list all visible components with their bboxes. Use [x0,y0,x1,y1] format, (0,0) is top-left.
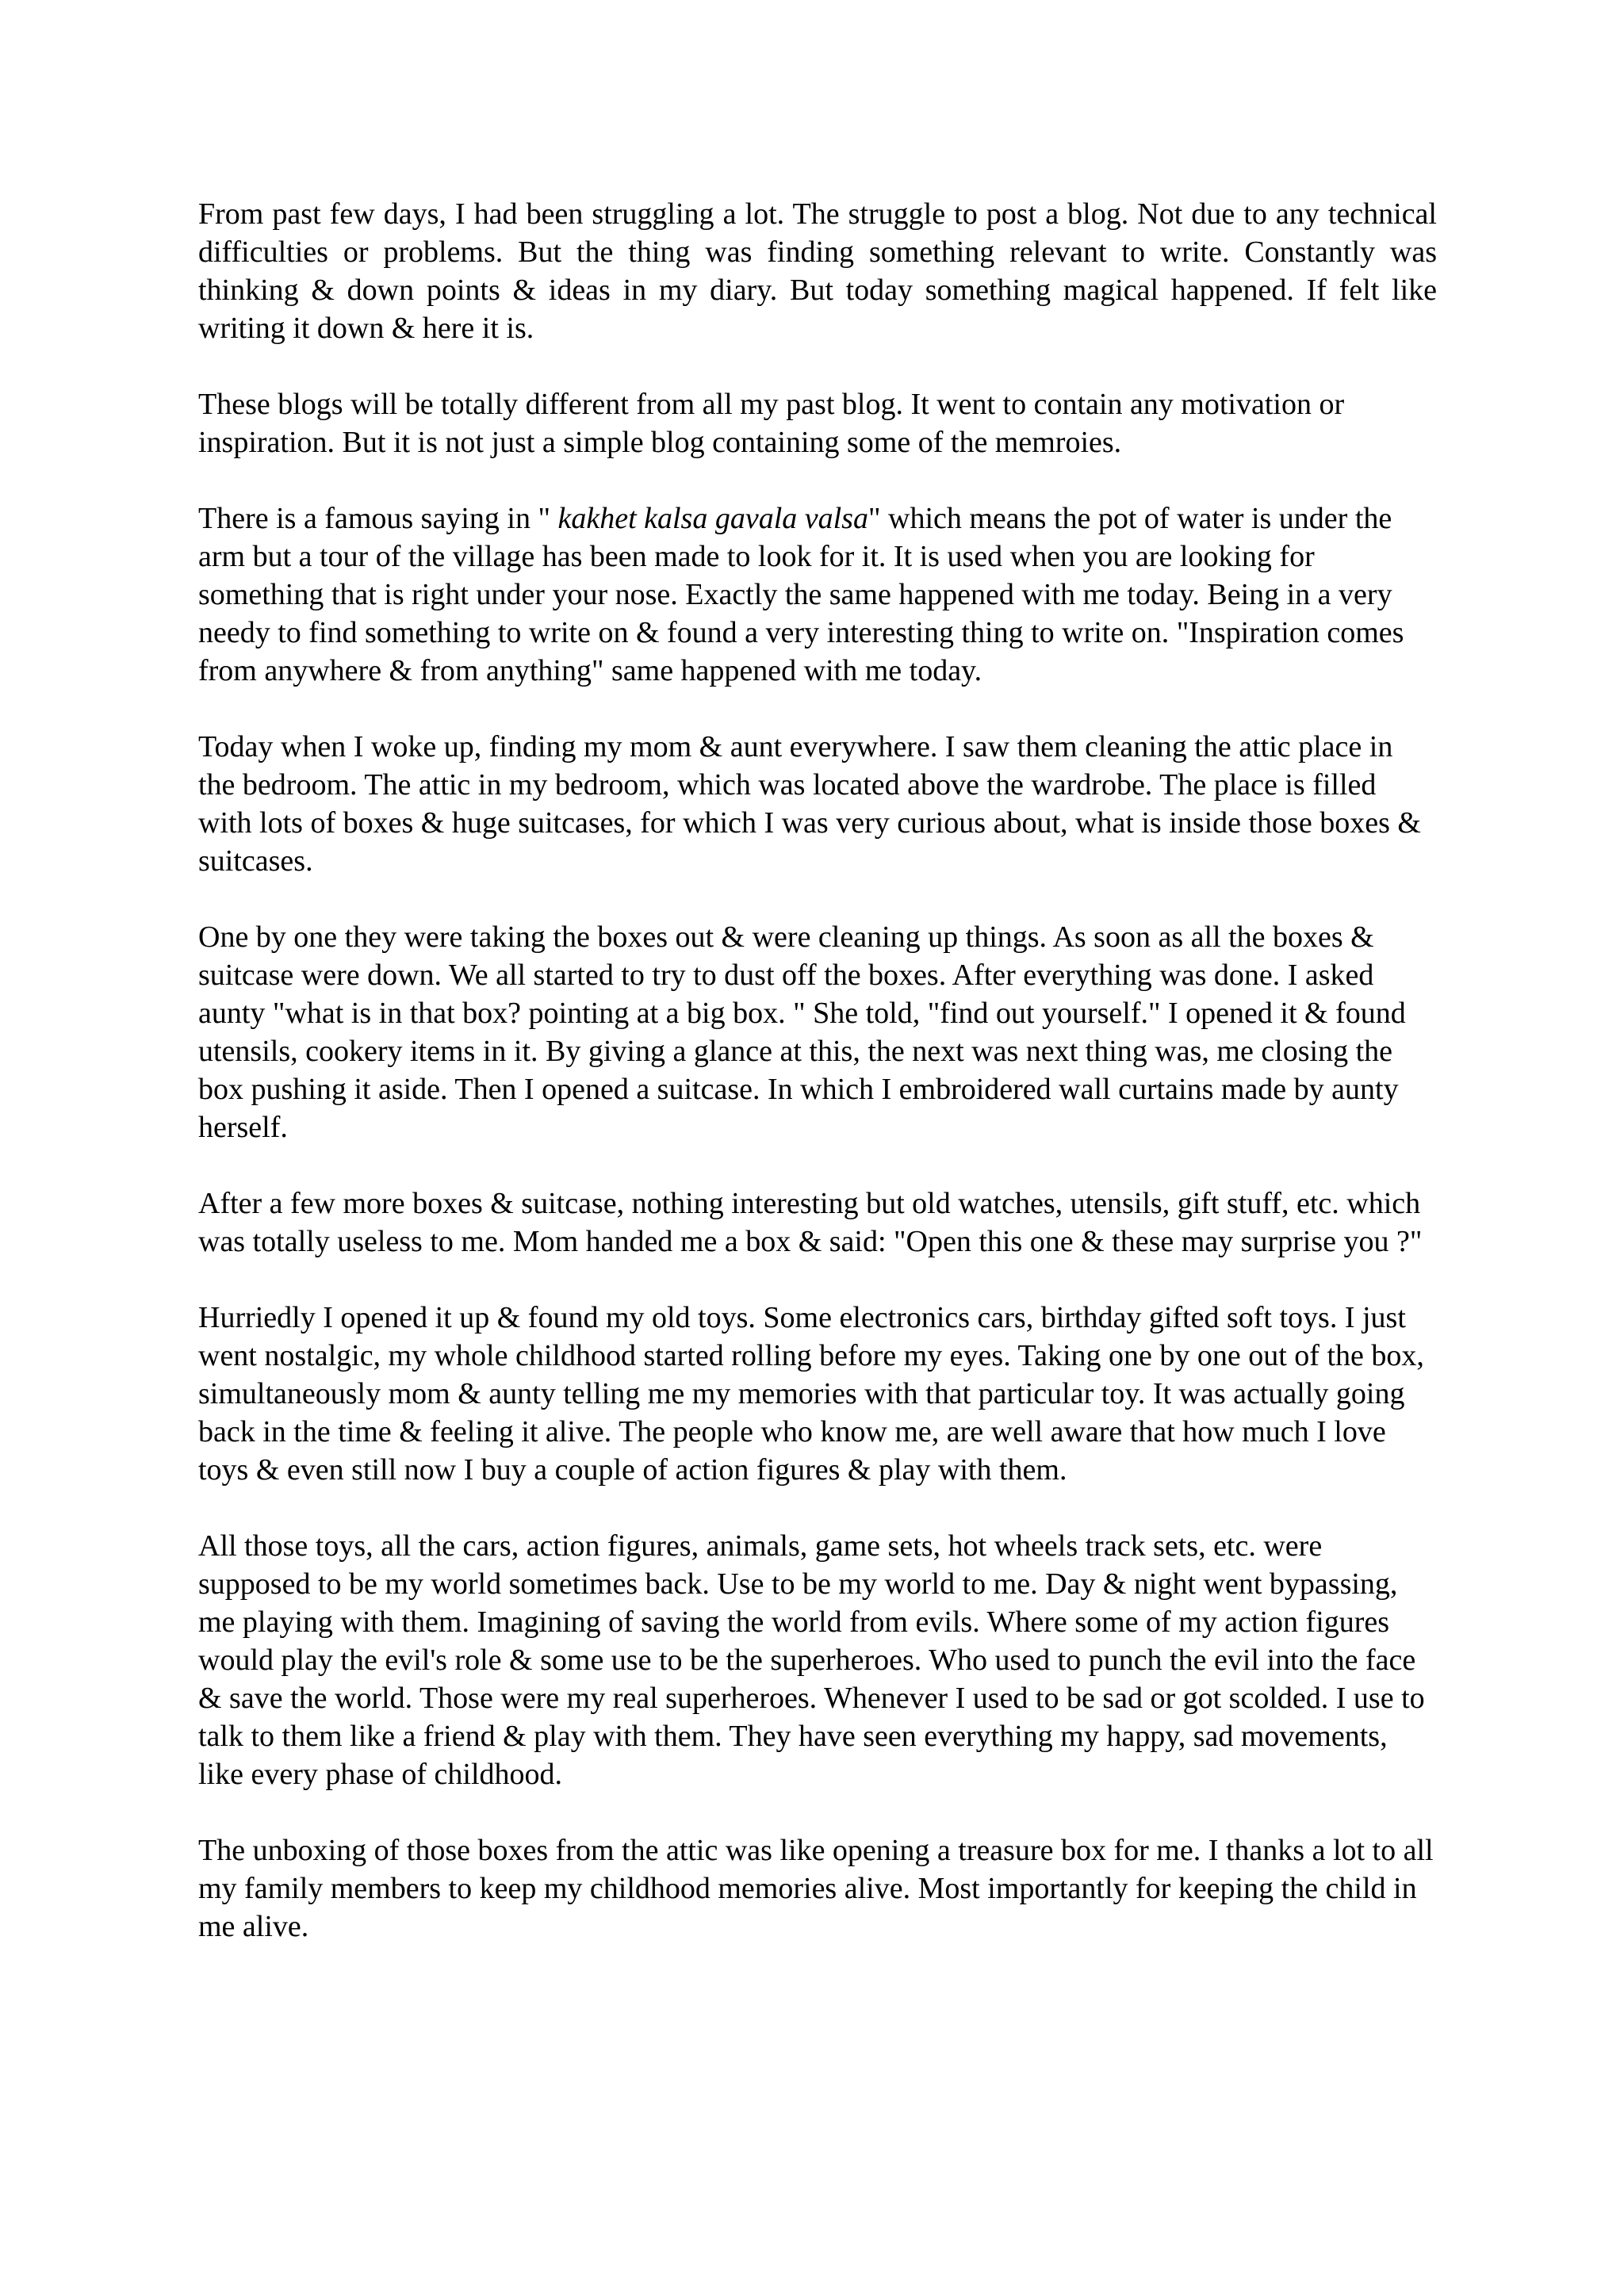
paragraph-old-toys: Hurriedly I opened it up & found my old toys. Some electronics cars, birthday gifted soft toys. I just went nostalgic, my whole childhood started rolling before my eyes. Taking one by one out of the box, simultaneously mom & aunty telling me my memories with that particular toy. It was actually going back in the time & feeling it alive. The people who know me, are well aware that how much I love toys & even still now I buy a couple of action figures & play with them. [198,1301,1424,1487]
paragraph-opening-boxes: One by one they were taking the boxes out & were cleaning up things. As soon as all the boxes & suitcase were down. We all started to try to dust off the boxes. After everything was done. I asked aunty "what is in that box? pointing at a big box. " She told, "find out yourself." I opened it & found utensils, cookery items in it. By giving a glance at this, the next was next thing was, me closing the box pushing it aside. Then I opened a suitcase. In which I embroidered wall curtains made by aunty herself. [198,920,1406,1144]
paragraph-mom-box: After a few more boxes & suitcase, nothing interesting but old watches, utensils, gift stuff, etc. which was totally useless to me. Mom handed me a box & said: "Open this one & these may surprise you ?" [198,1187,1423,1258]
paragraph-struggle-to-post: From past few days, I had been struggling a lot. The struggle to post a blog. Not due to any technical difficulties or problems. But the thing was finding something relevant to write. Constantly was thinking & down points & ideas in my diary. But today something magical happened. If felt like writing it down & here it is. [198,197,1437,345]
saying-explanation-text: " which means the pot of water is under the arm but a tour of the village has been made to look for it. It is used when you are looking for something that is right under your nose. Exactly the same happened with me today. Being in a very needy to find something to write on & found a very interesting thing to write on. "Inspiration comes from anywhere & from anything" same happened with me today. [198,502,1404,687]
paragraph-different-blog: These blogs will be totally different from all my past blog. It went to contain any motivation or inspiration. But it is not just a simple blog containing some of the memroies. [198,388,1345,459]
saying-phrase: kakhet kalsa gavala valsa [557,502,868,535]
paragraph-attic-cleaning: Today when I woke up, finding my mom & aunt everywhere. I saw them cleaning the attic place in the bedroom. The attic in my bedroom, which was located above the wardrobe. The place is filled with lots of boxes & huge suitcases, for which I was very curious about, what is inside those boxes & suitcases. [198,730,1421,878]
paragraph-toy-world: All those toys, all the cars, action figures, animals, game sets, hot wheels track sets, etc. were supposed to be my world sometimes back. Use to be my world to me. Day & night went bypassing, me playing with them. Imagining of saving the world from evils. Where some of my action figures would play the evil's role & some use to be the superheroes. Who used to punch the evil into the face & save the world. Those were my real superheroes. Whenever I used to be sad or got scolded. I use to talk to them like a friend & play with them. They have seen everything my happy, sad movements, like every phase of childhood. [198,1529,1425,1791]
saying-intro-text: There is a famous saying in " [198,502,558,535]
paragraph-famous-saying [198,499,1437,690]
document-body [198,195,1437,1946]
paragraph-treasure-box: The unboxing of those boxes from the attic was like opening a treasure box for me. I thanks a lot to all my family members to keep my childhood memories alive. Most importantly for keeping the child in me alive. [198,1834,1434,1943]
